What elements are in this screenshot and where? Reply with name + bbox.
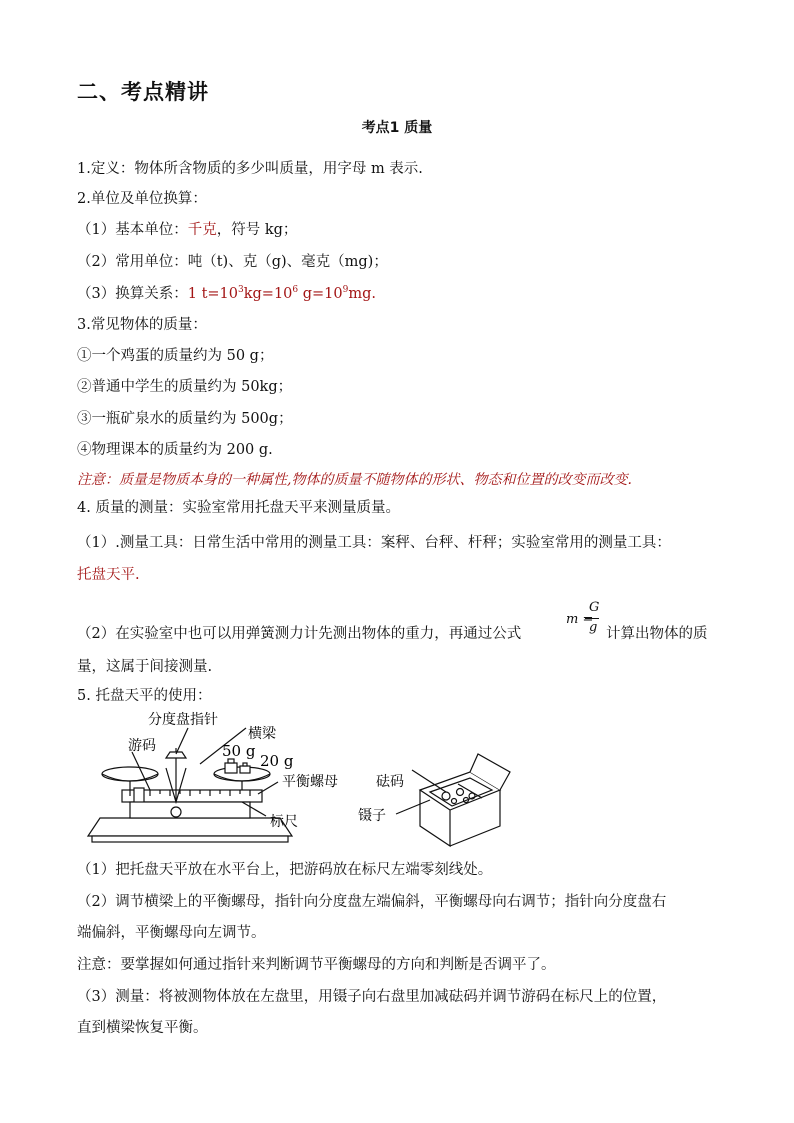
indirect-text-a: （2）在实验室中也可以用弹簧测力计先测出物体的重力，再通过公式 <box>77 626 522 642</box>
label-tweezers: 镊子 <box>358 808 386 824</box>
indirect-measure-line <box>77 622 521 643</box>
base-unit-label: （1）基本单位： <box>77 222 188 238</box>
measurement-heading: 4. 质量的测量：实验室常用托盘天平来测量质量。 <box>77 500 400 516</box>
step-three-cont: 直到横梁恢复平衡。 <box>77 1020 208 1036</box>
formula-denominator: g <box>589 620 598 635</box>
step-two: （2）调节横梁上的平衡螺母，指针向分度盘左端偏斜，平衡螺母向右调节；指针向分度盘右 <box>77 894 667 910</box>
units-heading: 2.单位及单位换算： <box>77 191 207 207</box>
list-item: ①一个鸡蛋的质量约为 50 g； <box>77 348 274 364</box>
step-three: （3）测量：将被测物体放在左盘里，用镊子向右盘里加减砝码并调节游码在标尺上的位置， <box>77 989 667 1005</box>
indirect-measure-cont: 量，这属于间接测量. <box>77 659 213 675</box>
conv-exp: 6 <box>292 285 299 295</box>
label-weight-20: 20 g <box>260 752 294 770</box>
label-scale: 标尺 <box>270 814 298 830</box>
label-pointer: 分度盘指针 <box>148 712 218 728</box>
tools-line: （1）.测量工具：日常生活中常用的测量工具：案秤、台秤、杆秤；实验室常用的测量工具： <box>77 535 671 551</box>
common-mass-heading: 3.常见物体的质量： <box>77 317 207 333</box>
conv-part: kg=10 <box>243 286 293 302</box>
formula-lhs: m = <box>566 612 594 627</box>
conversion-value <box>188 286 376 302</box>
conv-exp: 9 <box>342 285 349 295</box>
label-weight-50: 50 g <box>222 742 256 760</box>
base-unit-value: 千克 <box>187 222 217 238</box>
balance-usage-heading: 5. 托盘天平的使用： <box>77 688 212 704</box>
indirect-text-b: 计算出物体的质 <box>606 626 708 642</box>
formula-numerator: G <box>589 600 600 615</box>
common-units-line: （2）常用单位：吨（t)、克（g)、毫克（mg)； <box>77 254 388 270</box>
tools-answer: 托盘天平. <box>77 567 140 583</box>
formula <box>566 600 606 644</box>
attention-note: 注意：质量是物质本身的一种属性,物体的质量不随物体的形状、物态和位置的改变而改变. <box>77 472 632 488</box>
conv-exp: 3 <box>238 285 244 295</box>
list-item: ④物理课本的质量约为 200 g. <box>77 442 273 458</box>
base-unit-line <box>77 218 297 239</box>
section-title: 二、考点精讲 <box>77 80 209 104</box>
label-balance-nut: 平衡螺母 <box>282 774 338 790</box>
step-note: 注意：要掌握如何通过指针来判断调节平衡螺母的方向和判断是否调平了。 <box>77 957 556 973</box>
label-beam: 横梁 <box>248 726 276 742</box>
list-item: ②普通中学生的质量约为 50kg； <box>77 379 293 395</box>
balance-diagram <box>70 708 550 858</box>
topic-subtitle: 考点1 质量 <box>361 120 433 136</box>
step-two-cont: 端偏斜，平衡螺母向左调节。 <box>77 925 266 941</box>
conv-part: mg. <box>348 286 377 302</box>
list-item: ③一瓶矿泉水的质量约为 500g； <box>77 411 293 427</box>
label-weights: 砝码 <box>376 774 404 790</box>
base-unit-symbol: ，符号 kg； <box>216 222 298 238</box>
conversion-label: （3）换算关系： <box>77 286 188 302</box>
conv-part: g=10 <box>298 286 343 302</box>
label-rider: 游码 <box>128 738 156 754</box>
conv-part: 1 t=10 <box>187 286 238 302</box>
definition-line: 1.定义：物体所含物质的多少叫质量，用字母 m 表示. <box>77 161 423 177</box>
balance-figure <box>70 708 550 858</box>
conversion-line <box>77 282 376 303</box>
fraction-bar <box>585 618 599 619</box>
step-one: （1）把托盘天平放在水平台上，把游码放在标尺左端零刻线处。 <box>77 862 493 878</box>
